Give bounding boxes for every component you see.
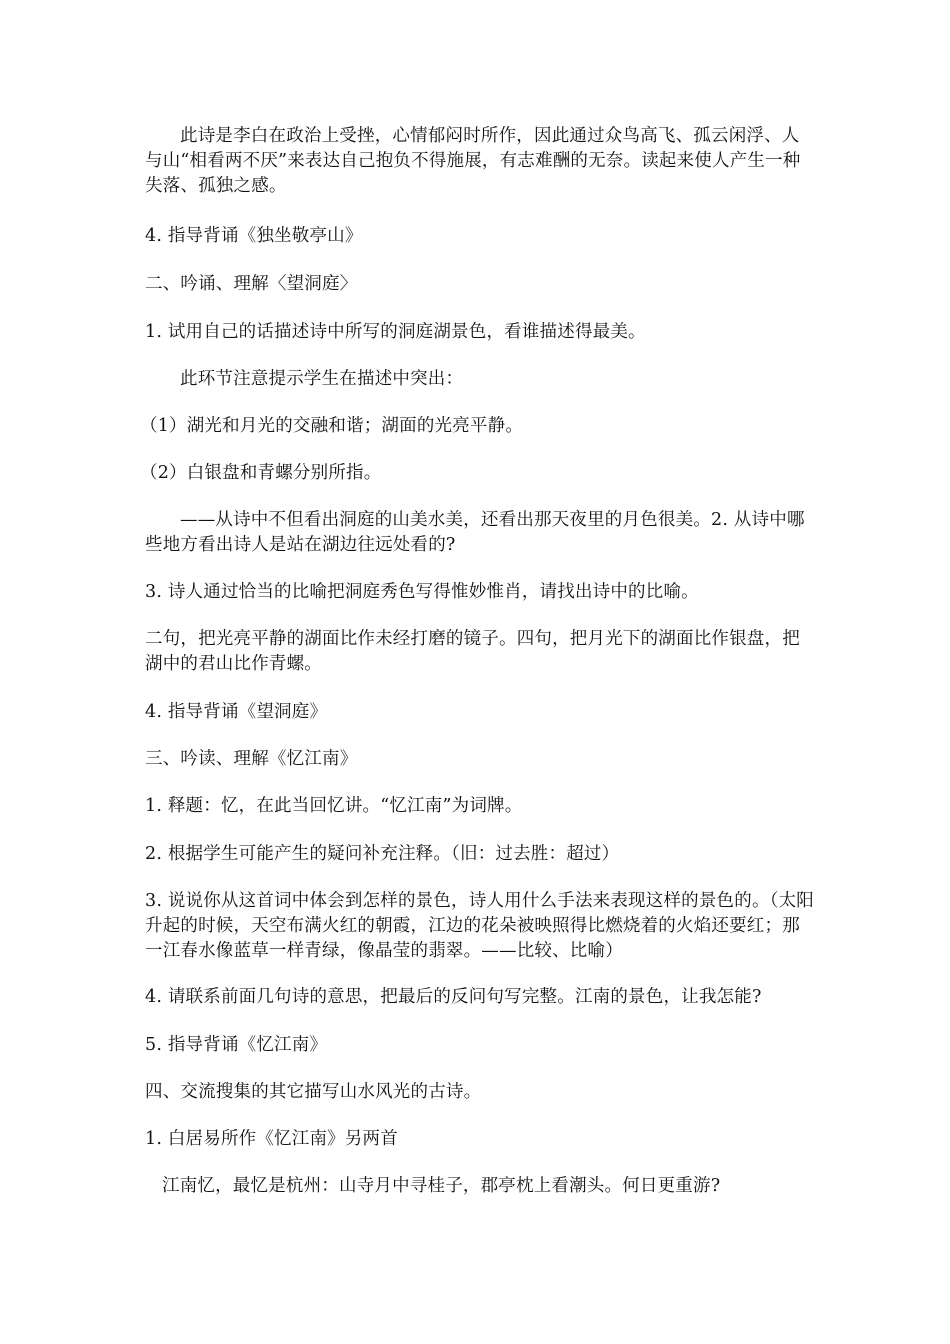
paragraph-poem-analysis: 此诗是李白在政治上受挫，心情郁闷时所作，因此通过众鸟高飞、孤云闲浮、人与山“相看两不厌”来表达自己抱负不得施展，有志难酬的无奈。读起来使人产生一种失落、孤独之感。	[145, 126, 801, 196]
paragraph-title-explain: 1. 释题：忆，在此当回忆讲。“忆江南”为词牌。	[145, 796, 523, 816]
paragraph-metaphor-answer: 二句，把光亮平静的湖面比作未经打磨的镜子。四句，把月光下的湖面比作银盘，把湖中的君山比作青螺。	[145, 629, 800, 674]
section-heading-wdt: 二、吟诵、理解〈望洞庭〉	[145, 274, 358, 294]
paragraph-point-2: （2）白银盘和青螺分别所指。	[140, 463, 382, 483]
section-heading-yjn: 三、吟读、理解《忆江南》	[145, 749, 358, 769]
paragraph-scenery-technique: 3. 说说你从这首词中体会到怎样的景色，诗人用什么手法来表现这样的景色的。（太阳升起的时候，天空布满火红的朝霞，江边的花朵被映照得比燃烧着的火焰还要红；那一江春水像蓝草一样青绿，像晶莹的翡翠。——比较、比喻）	[145, 891, 815, 961]
paragraph-recite-dzjts: 4. 指导背诵《独坐敬亭山》	[145, 226, 363, 246]
paragraph-recite-yjn: 5. 指导背诵《忆江南》	[145, 1035, 328, 1055]
paragraph-moon-scenery: ——从诗中不但看出洞庭的山美水美，还看出那天夜里的月色很美。2. 从诗中哪些地方看出诗人是站在湖边往远处看的?	[145, 510, 805, 555]
paragraph-rhetorical-question: 4. 请联系前面几句诗的意思，把最后的反问句写完整。江南的景色，让我怎能?	[145, 987, 762, 1007]
section-heading-exchange: 四、交流搜集的其它描写山水风光的古诗。	[145, 1082, 482, 1102]
paragraph-poem-hangzhou: 江南忆，最忆是杭州：山寺月中寻桂子，郡亭枕上看潮头。何日更重游?	[162, 1176, 721, 1196]
paragraph-hint: 此环节注意提示学生在描述中突出：	[180, 369, 464, 389]
paragraph-annotation: 2. 根据学生可能产生的疑问补充注释。（旧：过去胜：超过）	[145, 844, 620, 864]
paragraph-point-1: （1）湖光和月光的交融和谐；湖面的光亮平静。	[140, 416, 524, 436]
paragraph-bai-juyi: 1. 白居易所作《忆江南》另两首	[145, 1129, 398, 1149]
paragraph-recite-wdt: 4. 指导背诵《望洞庭》	[145, 702, 328, 722]
paragraph-describe-dongting: 1. 试用自己的话描述诗中所写的洞庭湖景色，看谁描述得最美。	[145, 322, 646, 342]
paragraph-find-metaphor: 3. 诗人通过恰当的比喻把洞庭秀色写得惟妙惟肖，请找出诗中的比喻。	[145, 582, 699, 602]
